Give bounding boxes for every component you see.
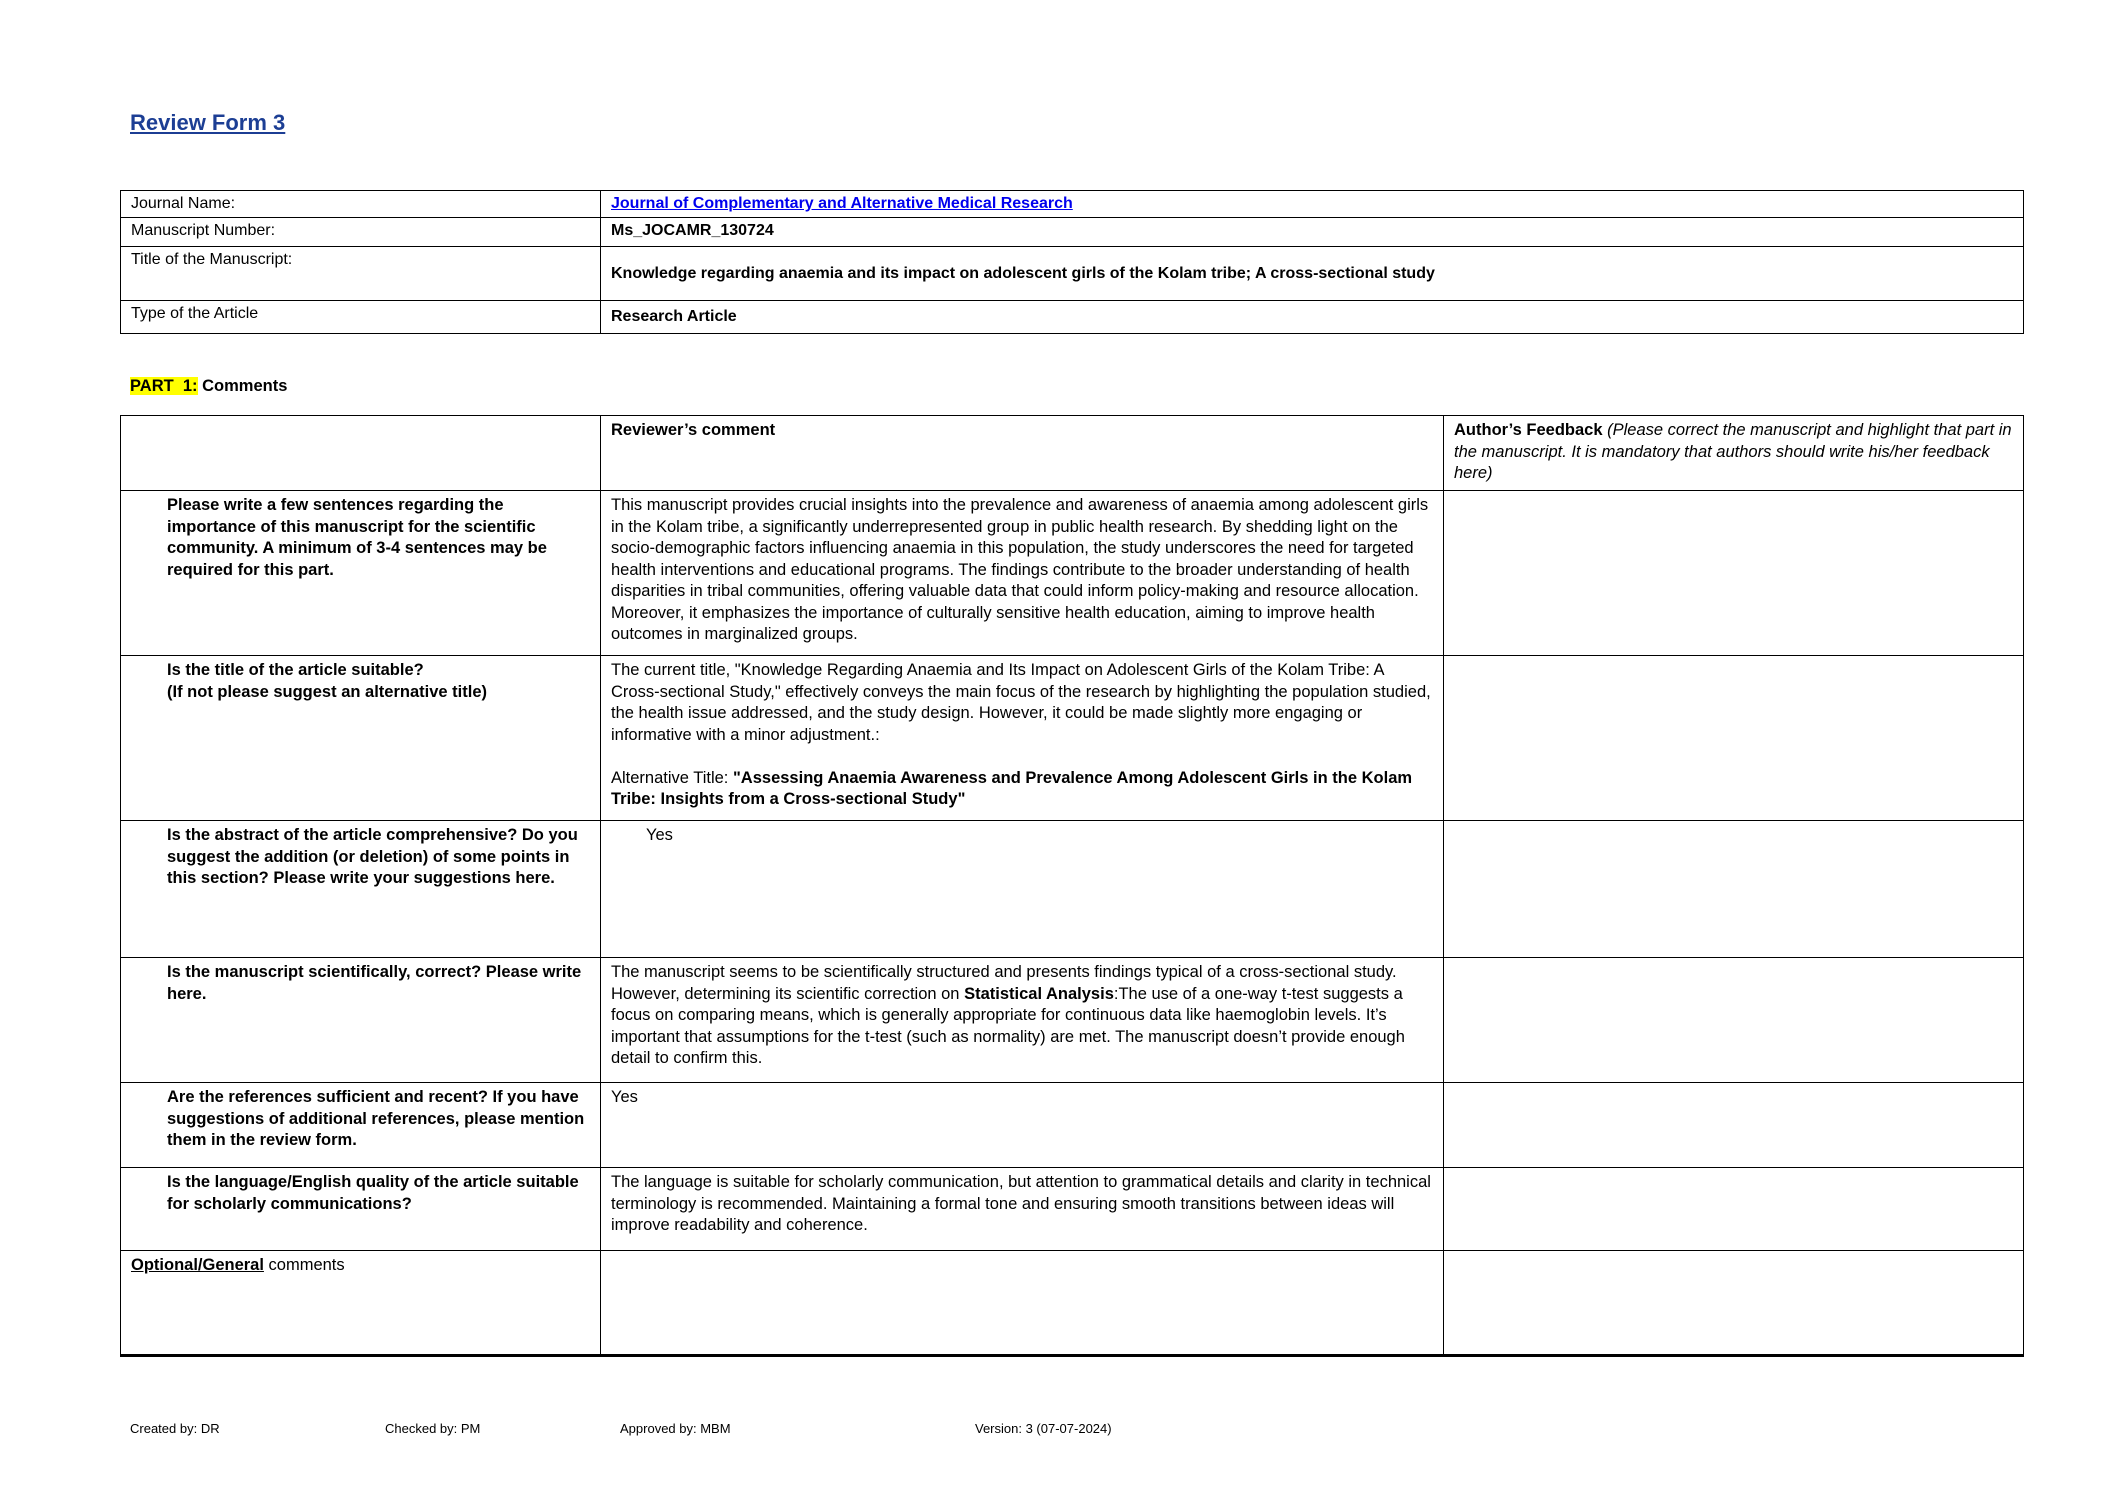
footer-version: Version: 3 (07-07-2024) <box>975 1421 1112 1436</box>
header-author-feedback: Author’s Feedback (Please correct the manuscript and highlight that part in the manuscript. It is mandatory that authors should write his/her feedback here) <box>1444 416 2024 491</box>
author-feedback-cell[interactable] <box>1444 656 2024 821</box>
part1-title: Comments <box>197 377 288 395</box>
author-feedback-cell[interactable] <box>1444 1168 2024 1251</box>
author-feedback-cell[interactable] <box>1444 821 2024 958</box>
review-row-title-suitable <box>121 656 2024 821</box>
reviewer-comment-cell: Yes <box>601 1083 1444 1168</box>
review-row-references <box>121 1083 2024 1168</box>
question-cell: Are the references sufficient and recent? If you have suggestions of additional references, please mention them in the review form. <box>121 1083 601 1168</box>
part1-heading <box>130 377 287 396</box>
part1-highlight: PART 1: <box>130 377 198 395</box>
page-title[interactable]: Review Form 3 <box>130 110 286 135</box>
author-feedback-cell[interactable] <box>1444 1251 2024 1356</box>
reviewer-comment-cell: Yes <box>601 821 1444 958</box>
reviewer-comment-cell: This manuscript provides crucial insights into the prevalence and awareness of anaemia among adolescent girls in the Kolam tribe, a significantly underrepresented group in public health research. By shedding light on the socio-demographic factors influencing anaemia in this population, the study underscores the need for targeted health interventions and educational programs. The findings contribute to the broader understanding of health disparities in tribal communities, offering valuable data that could inform policy-making and resource allocation. Moreover, it emphasizes the importance of culturally sensitive health education, aiming to improve health outcomes in marginalized groups. <box>601 491 1444 656</box>
info-label-title: Title of the Manuscript: <box>121 247 601 301</box>
info-row-manuscript-number <box>121 218 2024 247</box>
journal-link[interactable]: Journal of Complementary and Alternative Medical Research <box>611 195 1073 212</box>
review-row-abstract <box>121 821 2024 958</box>
info-label-article-type: Type of the Article <box>121 301 601 334</box>
optional-comments-cell: Optional/General comments <box>121 1251 601 1356</box>
info-row-journal-name <box>121 191 2024 218</box>
question-cell: Is the language/English quality of the article suitable for scholarly communications? <box>121 1168 601 1251</box>
info-label-journal-name: Journal Name: <box>121 191 601 218</box>
reviewer-comment-cell <box>601 1251 1444 1356</box>
statistical-analysis-term: Statistical Analysis <box>964 984 1114 1003</box>
review-header-row <box>121 416 2024 491</box>
reviewer-comment-cell: The manuscript seems to be scientifically structured and presents findings typical of a cross-sectional study. However, determining its scientific correction on Statistical Analysis:The use of a one-way t-test suggests a focus on comparing means, which is generally appropriate for continuous data like haemoglobin levels. It’s important that assumptions for the t-test (such as normality) are met. The manuscript doesn’t provide enough detail to confirm this. <box>601 958 1444 1083</box>
question-cell: Please write a few sentences regarding the importance of this manuscript for the scientific community. A minimum of 3-4 sentences may be required for this part. <box>121 491 601 656</box>
review-row-language <box>121 1168 2024 1251</box>
author-feedback-cell[interactable] <box>1444 491 2024 656</box>
reviewer-comment-cell: The language is suitable for scholarly communication, but attention to grammatical details and clarity in technical terminology is recommended. Maintaining a formal tone and ensuring smooth transitions between ideas will improve readability and coherence. <box>601 1168 1444 1251</box>
alternative-title: "Assessing Anaemia Awareness and Prevalence Among Adolescent Girls in the Kolam Tribe: Insights from a Cross-sectional Study" <box>611 768 1413 808</box>
footer-approved-by: Approved by: MBM <box>620 1421 731 1436</box>
header-reviewer-comment: Reviewer’s comment <box>601 416 1444 491</box>
question-cell: Is the title of the article suitable? (If not please suggest an alternative title) <box>121 656 601 821</box>
info-label-manuscript-number: Manuscript Number: <box>121 218 601 247</box>
footer-created-by: Created by: DR <box>130 1421 220 1436</box>
review-row-importance <box>121 491 2024 656</box>
review-comments-table <box>120 415 2024 1357</box>
question-cell: Is the manuscript scientifically, correct? Please write here. <box>121 958 601 1083</box>
question-cell: Is the abstract of the article comprehensive? Do you suggest the addition (or deletion) of some points in this section? Please write your suggestions here. <box>121 821 601 958</box>
reviewer-comment-cell: The current title, "Knowledge Regarding Anaemia and Its Impact on Adolescent Girls of the Kolam Tribe: A Cross-sectional Study," effectively conveys the main focus of the research by highlighting the population studied, the health issue addressed, and the study design. However, it could be made slightly more engaging or informative with a minor adjustment.: Alternative Title: "Assessing Anaemia Awareness and Prevalence Among Adolescent Girls in the Kolam Tribe: Insights from a Cross-sectional Study" <box>601 656 1444 821</box>
author-feedback-cell[interactable] <box>1444 958 2024 1083</box>
review-row-scientific <box>121 958 2024 1083</box>
author-feedback-cell[interactable] <box>1444 1083 2024 1168</box>
info-value-journal-name <box>601 191 2024 218</box>
info-value-manuscript-number: Ms_JOCAMR_130724 <box>601 218 2024 247</box>
manuscript-info-table <box>120 190 2024 334</box>
header-empty-cell <box>121 416 601 491</box>
info-row-title <box>121 247 2024 301</box>
review-row-optional <box>121 1251 2024 1356</box>
info-value-title: Knowledge regarding anaemia and its impact on adolescent girls of the Kolam tribe; A cross-sectional study <box>601 247 2024 301</box>
footer-checked-by: Checked by: PM <box>385 1421 481 1436</box>
info-value-article-type: Research Article <box>601 301 2024 334</box>
info-row-article-type <box>121 301 2024 334</box>
